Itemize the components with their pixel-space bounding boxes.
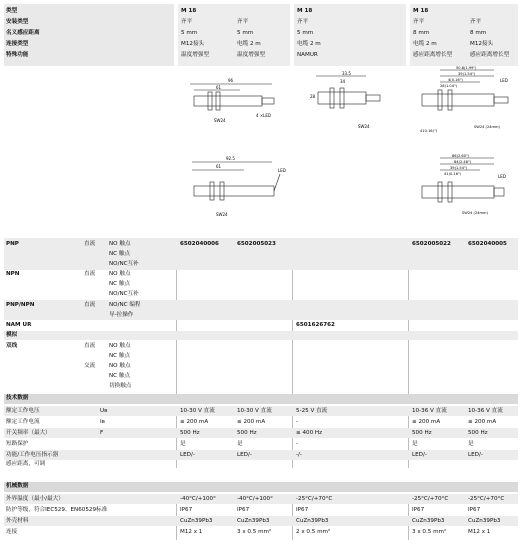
pnp-col3b: 6502040005 [468,241,507,247]
namur-col2: 6501626762 [296,322,335,328]
col3-conn-a: 电缆 2 m [413,41,437,47]
d3-label-0: LED [500,78,508,83]
tech-row-3-c3b: 是 [468,441,474,447]
tech-row-3-c2: - [296,441,299,447]
col2-dist: 5 mm [297,30,314,36]
mech-title: 机械数据 [6,483,29,489]
col2-mount: 齐平 [297,19,309,25]
mech-row-3-c1b: 3 x 0.5 mm² [237,529,272,535]
col3-mount-b: 齐平 [470,19,482,25]
d4-dim-1: 61 [216,164,222,169]
tech-row-0-c3b: 10-36 V 直流 [468,408,503,414]
label-mount-type: 安装类型 [6,19,29,25]
tech-title: 技术数据 [6,395,29,401]
col2-title: M 18 [297,8,313,14]
tech-row-2-c1b: 500 Hz [237,430,257,436]
d2-dim-0: 33.5 [342,71,351,76]
mech-row-3-c3a: 3 x 0.5 mm² [412,529,447,535]
mech-row-2-c1a: CuZn39Pb3 [180,518,213,524]
npn-label: NPN [6,271,20,277]
tech-row-2-label: 开关频率（最大） [6,430,51,436]
col3-func-b: 感应距离增长型 [470,52,510,58]
d5-dim-0: 86(2.60") [452,154,470,158]
tech-row-1-c3a: ≤ 200 mA [412,419,441,425]
d1-label-0: SW24 [214,118,226,123]
col1-conn-a: M12接头 [181,41,205,47]
d2-label-0: SW24 [358,124,370,129]
col3-dist-b: 8 mm [470,30,487,36]
drawing-col3-top [410,62,518,140]
label-type: 类型 [6,8,18,14]
mech-row-3-label: 连接 [6,529,18,535]
col1-func-a: 温度增强型 [181,52,209,58]
tech-row-4-label: 功能/工作电压指示器 [6,452,59,458]
d3-label-2: 410.16(") [420,129,438,133]
mech-row-1-c3a: IP67 [412,507,425,513]
tech-row-2-band [4,428,518,438]
pnp-label: PNP [6,241,19,247]
d4-label-1: LED [278,168,286,173]
npn-sub-1: NC 触点 [109,281,131,287]
tech-row-5-label: 感应距离，可调 [6,461,46,467]
tech-row-1-c3b: ≤ 200 mA [468,419,497,425]
col1-mount-b: 齐平 [237,19,249,25]
mech-row-1-label: 防护等级，符合IEC529、EN60529标准 [6,507,108,513]
tech-row-1-label: 额定工作电流 [6,419,40,425]
pnp-type: 直流 [84,241,96,247]
mech-row-2-c3a: CuZn39Pb3 [412,518,445,524]
col3-conn-b: M12接头 [470,41,494,47]
tech-row-2-c3b: 500 Hz [468,430,488,436]
mech-row-0-c2: -25°C/+70°C [296,496,333,502]
npn-sub-0: NO 触点 [109,271,131,277]
twowire-ac-sub-1: NC 触点 [109,373,131,379]
twowire-dc-sub-1: NC 触点 [109,353,131,359]
col1-mount-a: 齐平 [181,19,193,25]
d4-label-0: SW24 [216,212,228,217]
tech-row-4-c1a: LED/- [180,452,195,458]
col1-dist-b: 5 mm [237,30,254,36]
label-special-function: 特殊功能 [6,52,29,58]
tech-row-1-c1b: ≤ 200 mA [237,419,266,425]
twowire-label: 双线 [6,343,18,349]
analog-label: 模拟 [6,332,18,338]
tech-row-0-c2: 5-25 V 直流 [296,408,328,414]
d5-dim-3: 41(0.16") [444,172,462,176]
namur-label: NAM UR [6,322,32,328]
mech-title-band [4,482,518,492]
tech-row-2-c2: ≤ 400 Hz [296,430,323,436]
drawing-col3-bottom [410,148,518,232]
pnpnpn-label: PNP/NPN [6,302,35,308]
tech-row-0-label: 额定工作电压 [6,408,40,414]
d2-dim-1: 34 [340,79,346,84]
tech-row-2-c1a: 500 Hz [180,430,200,436]
tech-row-2-sym: F [100,430,104,436]
twowire-dc-sub-0: NO 触点 [109,343,131,349]
mech-row-1-c1a: IP67 [180,507,193,513]
pnp-sub-1: NC 触点 [109,251,131,257]
tech-row-0-sym: Uв [100,408,108,414]
d3-label-1: SW24 (24mm) [474,125,500,129]
pnp-sub-0: NO 触点 [109,241,131,247]
drawing-col2-top [298,70,406,140]
mech-row-2-c2: CuZn39Pb3 [296,518,329,524]
col3-mount-a: 齐平 [413,19,425,25]
tech-row-0-c1b: 10-30 V 直流 [237,408,272,414]
tech-row-0-c3a: 10-36 V 直流 [412,408,447,414]
tech-row-4-c3b: LED/- [468,452,483,458]
col2-conn: 电缆 2 m [297,41,321,47]
d3-dim-2: 4(0.16") [448,78,463,82]
col3-func-a: 感应距离增长型 [413,52,453,58]
mech-row-2-label: 外壳材料 [6,518,29,524]
tech-row-4-c3a: LED/- [412,452,427,458]
pnpnpn-sub-0: NO/NC 编程 [109,302,141,308]
d1-dim-1: 61 [216,85,222,90]
twowire-dc-type: 直流 [84,343,96,349]
mech-row-1-c1b: IP67 [237,507,250,513]
mech-row-2-c3b: CuZn39Pb3 [468,518,501,524]
mech-row-3-c1a: M12 x 1 [180,529,203,535]
mech-row-1-c3b: IP67 [468,507,481,513]
d2-dim-2: 28 [310,94,316,99]
mech-row-0-c1b: -40°C/+100° [237,496,273,502]
d3-dim-3: 28(1.04") [440,84,458,88]
twowire-ac-sub-2: 切换触点 [109,383,132,389]
tech-row-3-c3a: 是 [412,441,418,447]
col3-dist-a: 8 mm [413,30,430,36]
mech-row-0-c3b: -25°C/+70°C [468,496,505,502]
mech-row-2-c1b: CuZn39Pb3 [237,518,270,524]
tech-row-1-sym: Iв [100,419,105,425]
drawing-col1-bottom [180,150,290,230]
twowire-ac-type: 交流 [84,363,96,369]
tech-row-4-band [4,450,518,460]
tech-row-4-c1b: LED/- [237,452,252,458]
d5-dim-1: 84(2.48") [454,160,472,164]
d1-label-1: 4 ×LED [256,113,272,118]
mech-row-0-c3a: -25°C/+70°C [412,496,449,502]
row-analog-band [4,331,518,340]
mech-row-0-c1a: -40°C/+100° [180,496,216,502]
d5-dim-2: 39(1.54") [450,166,468,170]
d4-dim-0: 92.5 [226,156,235,161]
pnp-col1a: 6502040006 [180,241,219,247]
label-connection-type: 连接类型 [6,41,29,47]
tech-title-band [4,394,518,404]
npn-sub-2: NO/NC互补 [109,291,139,297]
tech-row-4-c2: -/- [296,452,302,458]
tech-row-1-c1a: ≤ 200 mA [180,419,209,425]
col1-func-b: 温度增强型 [237,52,265,58]
tech-row-3-c1b: 是 [237,441,243,447]
drawing-col1-top [180,70,290,140]
tech-row-1-c2: - [296,419,299,425]
mech-row-0-label: 外界温度（最小/最大） [6,496,64,502]
d3-dim-1: 39(1.54") [458,72,476,76]
tech-row-0-c1a: 10-30 V 直流 [180,408,215,414]
col3-title: M 18 [413,8,429,14]
pnp-col1b: 6502005023 [237,241,276,247]
label-sensing-distance: 名义感应距离 [6,30,40,36]
twowire-ac-sub-0: NO 触点 [109,363,131,369]
col2-func: NAMUR [297,52,318,58]
d1-dim-0: 96 [228,78,234,83]
tech-row-3-c1a: 是 [180,441,186,447]
pnp-sub-2: NO/NC互补 [109,261,139,267]
pnpnpn-type: 直流 [84,302,96,308]
pnpnpn-sub-1: 导-拉操作 [109,312,134,318]
col1-title: M 18 [181,8,197,14]
npn-type: 直流 [84,271,96,277]
d5-label-1: LED [498,174,506,179]
d5-label-0: SW24 (24mm) [462,211,488,215]
mech-row-3-c3b: M12 x 1 [468,529,491,535]
mech-row-3-c2: 2 x 0.5 mm² [296,529,331,535]
mech-row-1-c2: IP67 [296,507,309,513]
tech-row-3-label: 短路保护 [6,441,29,447]
pnp-col3a: 6502005022 [412,241,451,247]
tech-row-2-c3a: 500 Hz [412,430,432,436]
col1-conn-b: 电缆 2 m [237,41,261,47]
col1-dist-a: 5 mm [181,30,198,36]
d3-dim-0: 50.8(1.99") [456,66,477,70]
row-pnpnpn-band [4,300,518,320]
